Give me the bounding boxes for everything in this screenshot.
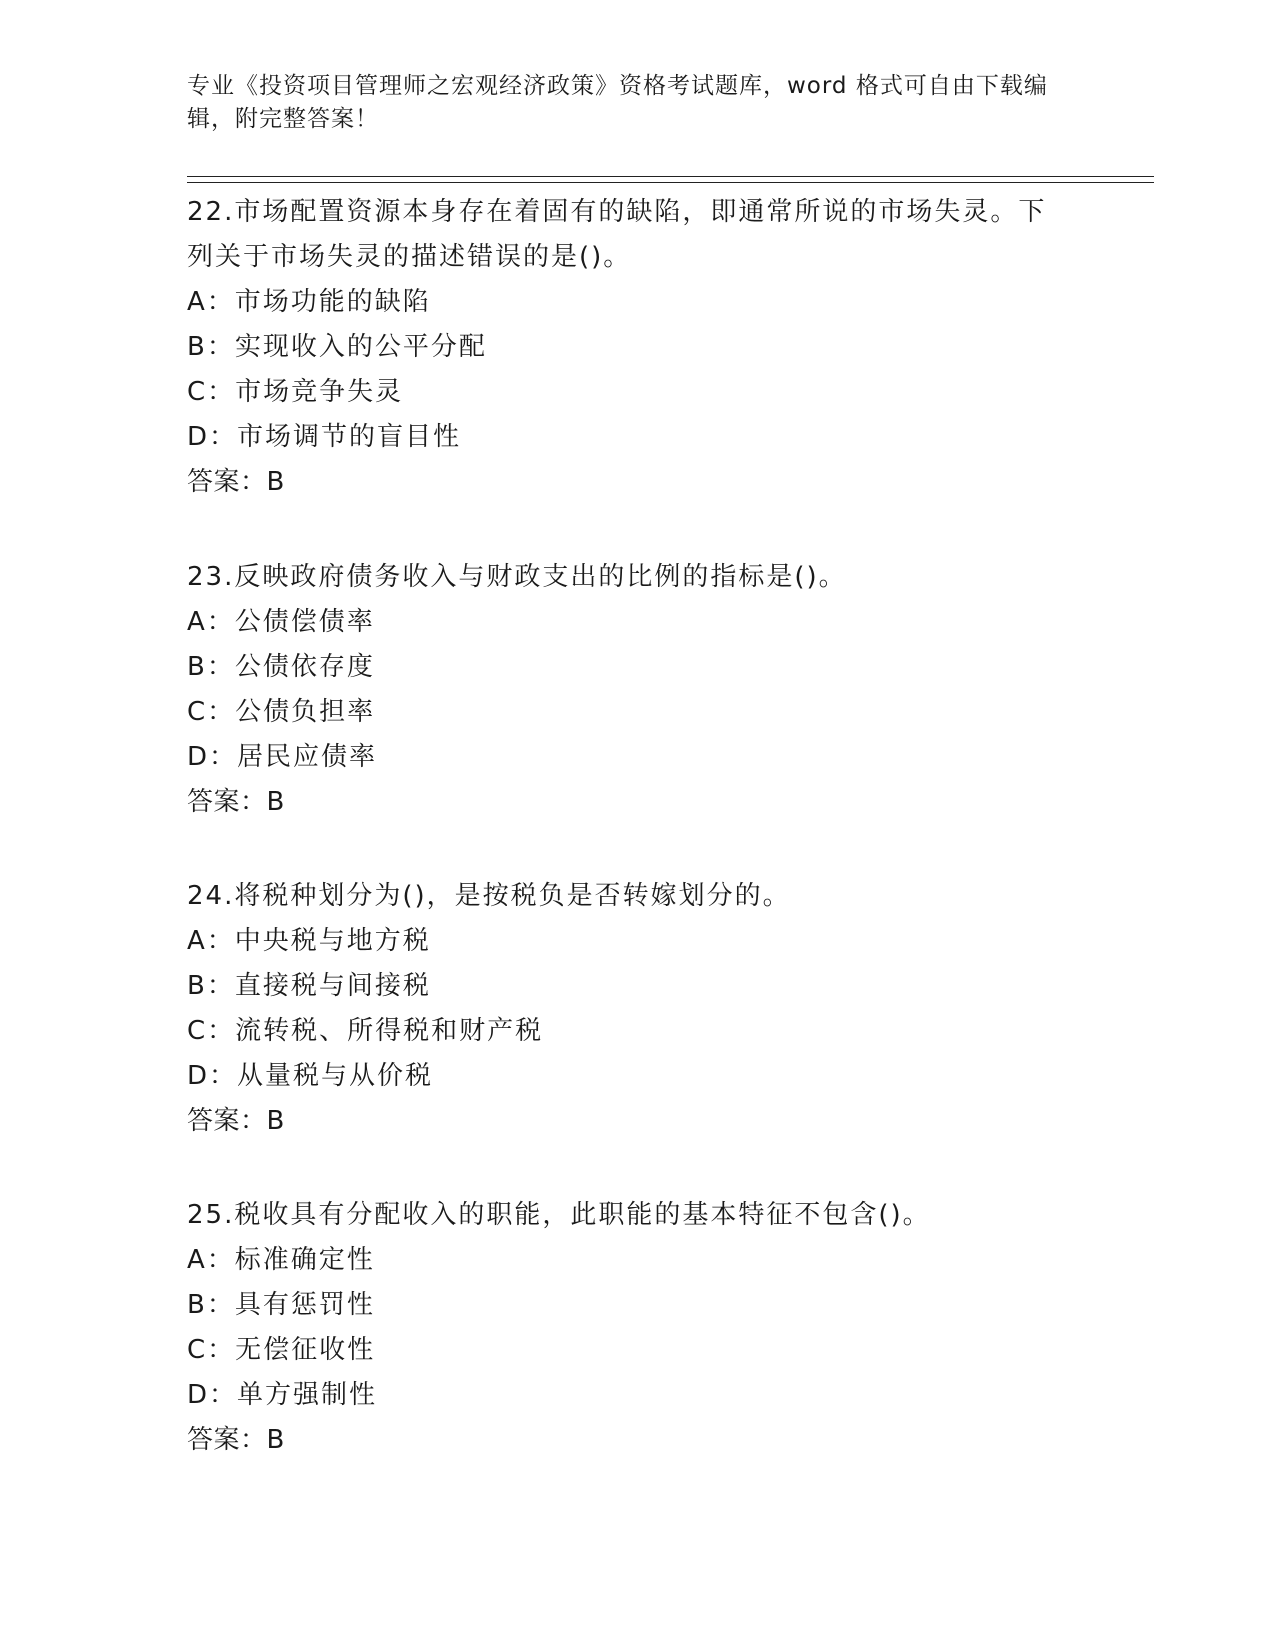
option-b: B：直接税与间接税	[187, 971, 431, 1001]
option-b: B：实现收入的公平分配	[187, 332, 487, 362]
option-a: A：市场功能的缺陷	[187, 287, 431, 317]
question-stem: 25.税收具有分配收入的职能，此职能的基本特征不包含()。	[187, 1200, 931, 1230]
answer-line: 答案：B	[187, 787, 285, 817]
option-d: D：单方强制性	[187, 1380, 378, 1410]
option-a: A：标准确定性	[187, 1245, 375, 1275]
header-divider-bottom	[187, 182, 1154, 183]
question-22	[187, 190, 1087, 505]
option-b: B：具有惩罚性	[187, 1290, 375, 1320]
question-stem: 23.反映政府债务收入与财政支出的比例的指标是()。	[187, 562, 847, 592]
option-c: C：公债负担率	[187, 697, 376, 727]
option-d: D：市场调节的盲目性	[187, 422, 462, 452]
option-d: D：居民应债率	[187, 742, 378, 772]
option-a: A：中央税与地方税	[187, 926, 431, 956]
question-stem-continued: 列关于市场失灵的描述错误的是()。	[187, 242, 632, 272]
answer-line: 答案：B	[187, 467, 285, 497]
header-divider-top	[187, 176, 1154, 177]
header-line-2: 辑，附完整答案！	[187, 106, 379, 132]
option-c: C：流转税、所得税和财产税	[187, 1016, 544, 1046]
question-stem: 22.市场配置资源本身存在着固有的缺陷，即通常所说的市场失灵。下	[187, 197, 1047, 227]
document-header	[187, 70, 1087, 136]
question-24	[187, 874, 1087, 1144]
question-23	[187, 555, 1087, 825]
option-a: A：公债偿债率	[187, 607, 375, 637]
answer-line: 答案：B	[187, 1106, 285, 1136]
option-d: D：从量税与从价税	[187, 1061, 434, 1091]
question-25	[187, 1193, 1087, 1463]
question-stem: 24.将税种划分为()，是按税负是否转嫁划分的。	[187, 881, 791, 911]
option-b: B：公债依存度	[187, 652, 375, 682]
answer-line: 答案：B	[187, 1425, 285, 1455]
header-line-1: 专业《投资项目管理师之宏观经济政策》资格考试题库，word 格式可自由下载编	[187, 73, 1048, 99]
option-c: C：市场竞争失灵	[187, 377, 404, 407]
option-c: C：无偿征收性	[187, 1335, 376, 1365]
